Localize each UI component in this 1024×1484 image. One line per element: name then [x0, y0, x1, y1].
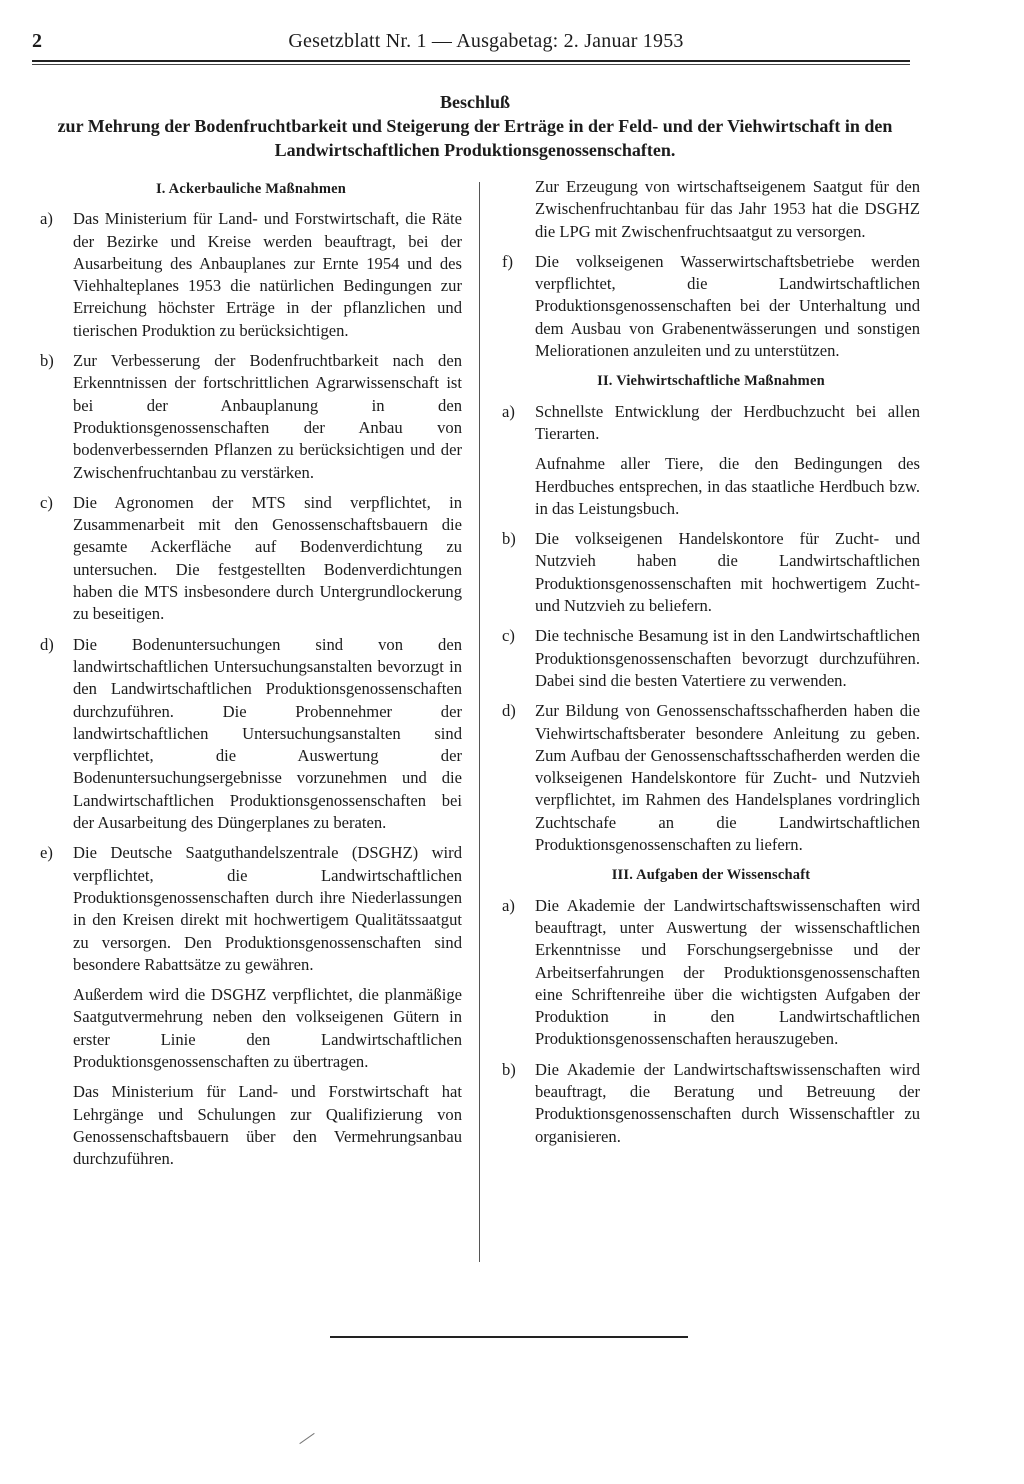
- list-item-3a: [502, 895, 920, 1051]
- item-marker: b): [502, 529, 516, 549]
- paragraph-e-continued-2: Das Ministerium für Land- und Forstwirtschaft hat Lehrgänge und Schulungen zur Qualifizierung von Genossenschaftsbauern über den Vermehrungsanbau durchzuführen.: [73, 1082, 462, 1169]
- right-column: [502, 176, 920, 1156]
- list-item-b: [40, 350, 462, 484]
- document-title: [20, 90, 930, 162]
- item-marker: d): [40, 634, 54, 654]
- item-marker: e): [40, 843, 53, 863]
- list-item-a: [40, 208, 462, 342]
- list-item-2b: [502, 528, 920, 617]
- item-marker: a): [40, 209, 53, 229]
- item-text: Das Ministerium für Land- und Forstwirtschaft, die Räte der Bezirke und Kreise werden beauftragt, bei der Ausarbeitung des Anbauplanes zur Ernte 1954 und des Viehhalteplanes 1953 die natürlichen Bedingungen zur Erreichung höchster Erträge in der pflanzlichen und tierischen Produktion zu berücksichtigen.: [73, 209, 462, 340]
- list-item-e: [40, 842, 462, 976]
- list-item-2d: [502, 700, 920, 856]
- title-line-1: Beschluß: [439, 92, 511, 112]
- column-divider: [479, 182, 480, 1262]
- item-text: Die Bodenuntersuchungen sind von den landwirtschaftlichen Untersuchungsanstalten bevorzugt in den Landwirtschaftlichen Produktionsgenossenschaften durchzuführen. Die Probennehmer der landwirtschaftlichen Untersuchungsanstalten sind verpflichtet, die Auswertung der Bodenuntersuchungsergebnisse vorzunehmen und die Landwirtschaftlichen Produktionsgenossenschaften bei der Ausarbeitung des Düngerplanes zu beraten.: [73, 634, 462, 833]
- left-column: [40, 176, 462, 1178]
- page-header: [32, 30, 910, 64]
- item-text: Die Deutsche Saatguthandelszentrale (DSGHZ) wird verpflichtet, die Landwirtschaftlichen Produktionsgenossenschaften durch ihre Niederlassungen in den Kreisen direkt mit hochwertigem Qualitätssaatgut zu versorgen. Den Produktionsgenossenschaften sind besondere Rabattsätze zu gewähren.: [73, 843, 462, 974]
- item-text: Zur Verbesserung der Bodenfruchtbarkeit nach den Erkenntnissen der fortschrittlichen Agrarwissenschaft ist bei der Anbauplanung in den Produktionsgenossenschaften der Anbau von bodenverbessernden Pflanzen zu berücksichtigen und der Zwischenfruchtanbau zu verstärken.: [73, 351, 462, 482]
- header-rule: [32, 60, 910, 62]
- item-text: Zur Bildung von Genossenschaftsschafherden haben die Viehwirtschaftsberater besondere Anleitung zu geben. Zum Aufbau der Genossenschaftsschafherden werden die volkseigenen Handelskontore für Zucht- und Nutzvieh verpflichtet, im Rahmen des Handelsplanes vordringlich Zuchtschafe an die Landwirtschaftlichen Produktionsgenossenschaften zu liefern.: [535, 701, 920, 855]
- page-number: 2: [32, 30, 42, 52]
- item-marker: c): [502, 626, 515, 646]
- item-marker: a): [502, 895, 515, 915]
- item-text: Die Agronomen der MTS sind verpflichtet, in Zusammenarbeit mit den Genossenschaftsbauern die gesamte Ackerfläche auf Bodenverdichtung zu untersuchen. Die festgestellten Bodenverdichtungen haben die MTS insbesondere durch Untergrundlockerung zu beseitigen.: [73, 492, 462, 624]
- item-marker: b): [502, 1059, 516, 1079]
- item-marker: f): [502, 251, 514, 271]
- scan-mark: [299, 1433, 314, 1444]
- paragraph-e-continued-3: Zur Erzeugung von wirtschaftseigenem Saatgut für den Zwischenfruchtanbau für das Jahr 1953 hat die DSGHZ die LPG mit Zwischenfruchtsaatgut zu versorgen.: [535, 177, 920, 241]
- item-text: Die technische Besamung ist in den Landwirtschaftlichen Produktionsgenossenschaften bevorzugt durchzuführen. Dabei sind die besten Vatertiere zu verwenden.: [535, 626, 920, 690]
- item-text: Die Akademie der Landwirtschaftswissenschaften wird beauftragt, die Beratung und Betreuung der Produktionsgenossenschaften durch Wissenschaftler zu organisieren.: [535, 1059, 920, 1146]
- paragraph-2a-continued: Aufnahme aller Tiere, die den Bedingungen des Herdbuches entsprechen, in das staatliche Herdbuch bzw. in das Leistungsbuch.: [535, 454, 920, 518]
- section-heading-1: I. Ackerbauliche Maßnahmen: [155, 181, 347, 197]
- item-marker: c): [40, 492, 53, 512]
- item-text: Die Akademie der Landwirtschaftswissenschaften wird beauftragt, unter Auswertung der wissenschaftlichen Erkenntnisse und Forschungsergebnisse und der Arbeitserfahrungen der Produktionsgenossenschaften eine Schriftenreihe über die wichtigsten Aufgaben der Produktion in den Landwirtschaftlichen Produktionsgenossenschaften herauszugeben.: [535, 895, 920, 1049]
- list-item-d: [40, 634, 462, 835]
- item-text: Die volkseigenen Handelskontore für Zucht- und Nutzvieh haben die Landwirtschaftlichen Produktionsgenossenschaften mit hochwertigem Zucht- und Nutzvieh zu beliefern.: [535, 529, 920, 616]
- item-marker: b): [40, 351, 54, 371]
- list-item-c: [40, 492, 462, 626]
- list-item-f: [502, 251, 920, 362]
- running-head: Gesetzblatt Nr. 1 — Ausgabetag: 2. Januar 1953: [288, 30, 684, 52]
- item-marker: a): [502, 401, 515, 421]
- section-heading-2: II. Viehwirtschaftliche Maßnahmen: [597, 373, 825, 390]
- section-heading-3: III. Aufgaben der Wissenschaft: [611, 867, 811, 884]
- list-item-2a: [502, 401, 920, 446]
- list-item-3b: [502, 1059, 920, 1148]
- item-text: Schnellste Entwicklung der Herdbuchzucht bei allen Tierarten.: [535, 401, 920, 443]
- footer-rule: [330, 1336, 688, 1338]
- title-line-2: zur Mehrung der Bodenfruchtbarkeit und Steigerung der Erträge in der Feld- und der Viehwirtschaft in den Landwirtschaftlichen Produktionsgenossenschaften.: [57, 116, 893, 160]
- paragraph-e-continued-1: Außerdem wird die DSGHZ verpflichtet, die planmäßige Saatgutvermehrung neben den volkseigenen Gütern in erster Linie den Landwirtschaftlichen Produktionsgenossenschaften zu übertragen.: [73, 985, 462, 1071]
- list-item-2c: [502, 625, 920, 692]
- header-rule-thin: [32, 64, 910, 65]
- item-marker: d): [502, 701, 516, 721]
- item-text: Die volkseigenen Wasserwirtschaftsbetriebe werden verpflichtet, die Landwirtschaftlichen Produktionsgenossenschaften bei der Unterhaltung und dem Ausbau von Grabenentwässerungen und sonstigen Meliorationen anzuleiten und zu unterstützen.: [535, 251, 920, 361]
